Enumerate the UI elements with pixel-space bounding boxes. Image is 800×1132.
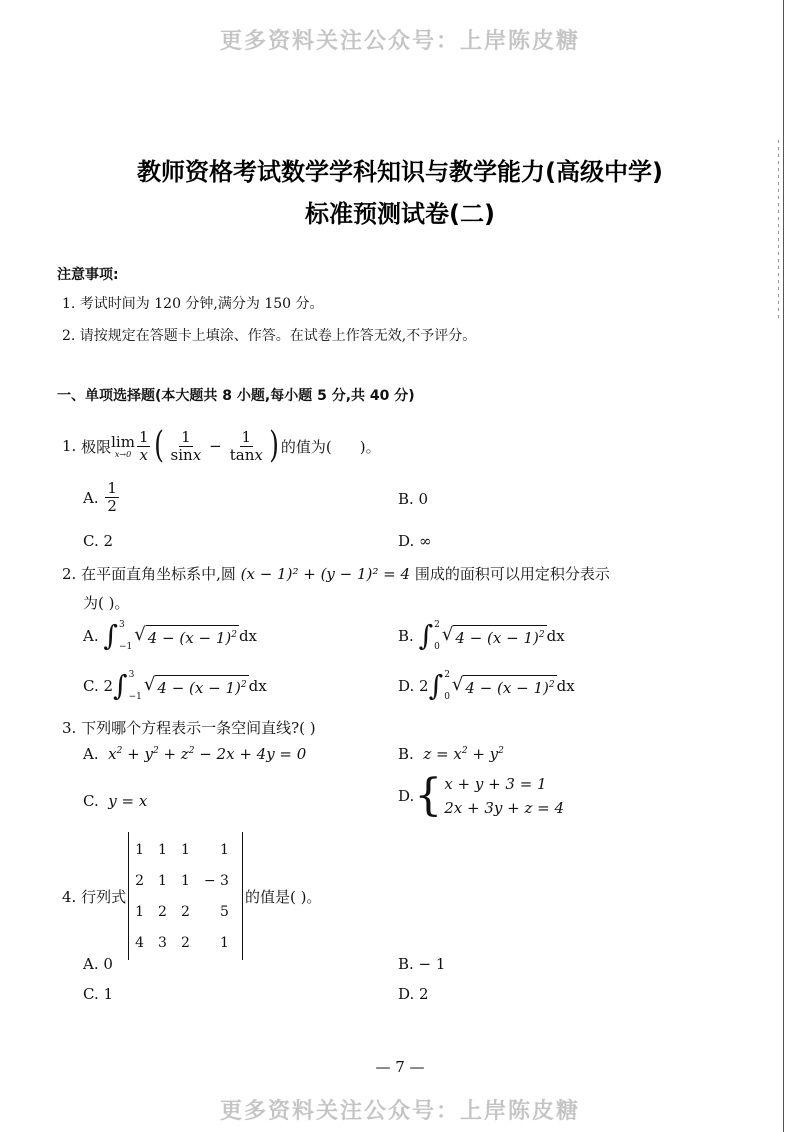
q3-option-d-row2: 2x + 3y + z = 4 [444, 799, 565, 817]
q4-cell: 1 [220, 841, 229, 858]
q2-option-d-label: D. [398, 677, 415, 695]
q4-suffix: 的值是( )。 [244, 887, 322, 906]
section-heading: 一、单项选择题(本大题共 8 小题,每小题 5 分,共 40 分) [57, 388, 415, 404]
q1-number: 1. [62, 437, 77, 455]
q1-option-a-label: A. [83, 488, 99, 507]
q2-option-a-lower: −1 [118, 642, 133, 652]
q1-lim-word: lim [111, 433, 135, 451]
exam-subtitle: 标准预测试卷(二) [305, 200, 495, 228]
q2-option-c-upper: 3 [128, 670, 135, 680]
q2-option-a [83, 620, 257, 652]
exam-title: 教师资格考试数学学科知识与教学能力(高级中学) [137, 158, 663, 186]
q1-left-paren: ( [154, 425, 165, 466]
q2-option-b-lower: 0 [434, 642, 440, 652]
q2-option-d-lower: 0 [444, 692, 450, 702]
q2-dx: dx [238, 627, 258, 645]
q4-cell: 2 [180, 934, 190, 951]
q2-dx: dx [248, 677, 267, 695]
q4-cell: 2 [158, 903, 167, 920]
q1-option-a-den: 2 [107, 497, 117, 515]
q4-matrix-row [135, 896, 236, 927]
q3-option-b-label: B. [398, 745, 414, 763]
q4-cell: 3 [158, 934, 167, 951]
notice-heading: 注意事项: [57, 267, 119, 283]
notice-item-2: 2. 请按规定在答题卡上填涂、作答。在试卷上作答无效,不予评分。 [62, 328, 477, 344]
page-number: — 7 — [375, 1058, 425, 1076]
q4-cell: 4 [135, 934, 145, 951]
q4-cell: 1 [180, 872, 190, 889]
q2-option-c: C. 2 ∫ 3 −1 √ $4 - (x - 1)^2$ dx [83, 669, 267, 702]
q3-option-a: A. $x^2 + y^2 + z^2 - 2x + 4y = 0$ [83, 745, 307, 763]
q4-cell: 1 [135, 841, 145, 858]
q1-option-d: D. ∞ [398, 532, 432, 550]
q2-option-d-upper: 2 [444, 670, 450, 680]
q4-cell: 2 [180, 903, 190, 920]
q2-option-b-upper: 2 [434, 620, 440, 630]
q2-option-c-coef: 2 [103, 677, 114, 695]
q1-option-b: B. 0 [398, 490, 429, 508]
q1-option-a [83, 480, 121, 515]
watermark-bottom: 更多资料关注公众号：上岸陈皮糖 [219, 1099, 580, 1124]
q2-option-d-coef: 2 [419, 677, 429, 695]
q4-option-c: C. 1 [83, 985, 114, 1003]
q1-lim-under: x→0 [114, 450, 132, 459]
q2-option-c-label: C. [83, 677, 99, 695]
q2-dx: dx [556, 677, 575, 695]
q3-option-a-label: A. [83, 745, 99, 763]
q4-cell: 5 [220, 903, 229, 920]
q2-option-b: B. ∫ 2 0 √ $4 - (x - 1)^2$ dx [398, 619, 565, 652]
q2-line2: 为( )。 [83, 594, 130, 612]
q2-option-b-label: B. [398, 627, 414, 645]
q1-option-c: C. 2 [83, 532, 114, 550]
q4-cell: − 3 [203, 872, 229, 889]
q1-limit [111, 433, 135, 459]
q2-radicand: 4 − (x − 1) [147, 629, 232, 647]
q4-option-b: B. − 1 [398, 955, 446, 973]
q4-cell: 1 [135, 903, 145, 920]
q3-option-c-label: C. [83, 792, 99, 810]
q2-option-c-lower: −1 [128, 692, 142, 702]
q1-minus: − [209, 437, 222, 455]
notice-item-1: 1. 考试时间为 120 分钟,满分为 150 分。 [62, 296, 324, 312]
question-3: 3. 下列哪个方程表示一条空间直线?( ) [62, 719, 316, 737]
q1-frac-tan: $\frac{1}{\tan x}$ [229, 427, 263, 464]
q4-matrix-row [135, 865, 236, 896]
q3-option-d-row1: x + y + 3 = 1 [444, 775, 547, 793]
q2-radicand: 4 − (x − 1) [455, 629, 539, 647]
q1-frac-1x: $\frac{1}{x}$ [138, 427, 149, 464]
q2-option-a-upper: 3 [118, 620, 125, 630]
q3-option-c-eq: y = x [108, 792, 148, 810]
q1-tail: 的值为( [280, 437, 332, 456]
q4-matrix-row [135, 927, 236, 958]
q2-text: 2. 在平面直角坐标系中,圆 [62, 565, 236, 583]
question-2 [62, 563, 610, 584]
q3-option-b: B. $z = x^2 + y^2$ [398, 745, 504, 763]
q4-option-d: D. 2 [398, 985, 429, 1003]
q4-cell: 1 [158, 872, 167, 889]
q4-option-a: A. 0 [83, 955, 113, 973]
q2-dx: dx [546, 627, 565, 645]
q1-prefix: 极限 [81, 437, 112, 456]
q1-tail-end: )。 [359, 437, 381, 456]
q4-prefix: 4. 行列式 [62, 887, 127, 906]
q3-option-c [83, 792, 147, 810]
q2-text-end: 围成的面积可以用定积分表示 [414, 565, 610, 583]
question-1 [62, 425, 381, 466]
q2-option-d: D. 2 ∫ 2 0 √ $4 - (x - 1)^2$ dx [398, 669, 575, 702]
question-4 [62, 832, 321, 960]
q2-radicand: 4 − (x − 1) [465, 679, 549, 697]
q2-option-a-label: A. [83, 627, 99, 645]
q3-option-d: D. { x + y + 3 = 1 2x + 3y + z = 4 [398, 770, 565, 821]
q4-cell: 2 [135, 872, 145, 889]
q2-option-a-integral: ∫ 3 −1 √ $4 - (x - 1)^2$ dx [103, 619, 258, 652]
watermark-top: 更多资料关注公众号：上岸陈皮糖 [219, 29, 580, 54]
q2-circle-equation: (x − 1)² + (y − 1)² = 4 [240, 565, 411, 583]
q4-cell: 1 [158, 841, 167, 858]
q4-matrix-row [135, 834, 236, 865]
q4-determinant [128, 832, 243, 960]
q3-option-d-label: D. [398, 787, 415, 805]
q1-option-a-num: 1 [107, 479, 117, 497]
q1-option-a-frac [105, 480, 119, 515]
q1-right-paren: ) [268, 425, 279, 466]
q4-cell: 1 [180, 841, 190, 858]
q4-cell: 1 [220, 934, 229, 951]
q2-radicand: 4 − (x − 1) [157, 679, 241, 697]
q1-frac-sin: $\frac{1}{\sin x}$ [170, 427, 202, 464]
